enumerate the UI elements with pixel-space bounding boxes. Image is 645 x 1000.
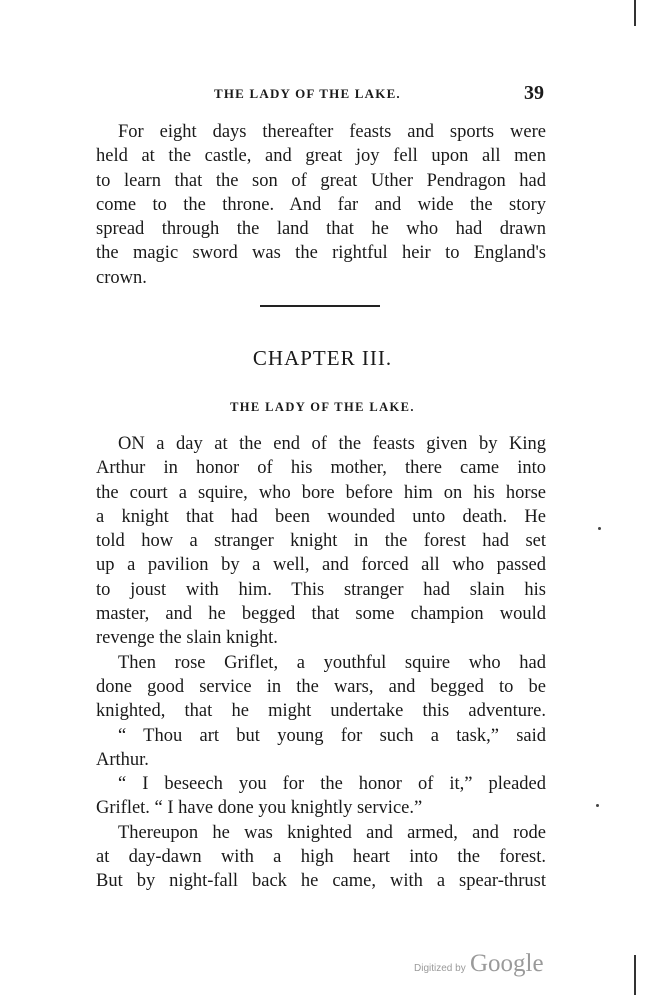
- closing-paragraph: [96, 120, 546, 290]
- text-line: Griflet. “ I have done you knightly service.”: [96, 798, 423, 819]
- digitized-by-google-watermark: [414, 950, 554, 982]
- text-line: at day-dawn with a high heart into the forest.: [96, 847, 546, 868]
- text-line: Arthur.: [96, 749, 149, 770]
- running-head: [96, 82, 546, 106]
- text-line: revenge the slain knight.: [96, 628, 278, 649]
- scan-edge-mark: [634, 955, 636, 995]
- scan-edge-mark: [634, 0, 636, 26]
- watermark-prefix: Digitized by: [414, 963, 466, 974]
- text-line: “ I beseech you for the honor of it,” pleaded: [118, 774, 546, 795]
- text-line: told how a stranger knight in the forest had set: [96, 531, 546, 552]
- chapter-heading: CHAPTER III.: [252, 346, 393, 370]
- scan-speck: [598, 527, 601, 530]
- text-line: Arthur in honor of his mother, there came into: [96, 458, 546, 479]
- chapter-subtitle: THE LADY OF THE LAKE.: [230, 400, 415, 414]
- text-line: But by night-fall back he came, with a spear-thrust: [96, 871, 546, 892]
- text-line: For eight days thereafter feasts and sports were: [118, 122, 546, 142]
- text-line: “ Thou art but young for such a task,” said: [118, 725, 546, 746]
- text-line: Then rose Griflet, a youthful squire who had: [118, 652, 546, 673]
- google-logo: Google: [470, 950, 544, 977]
- text-line: come to the throne. And far and wide the story: [96, 194, 546, 215]
- running-title: THE LADY OF THE LAKE.: [214, 86, 401, 101]
- section-divider-rule: [260, 305, 380, 307]
- text-line: held at the castle, and great joy fell upon all men: [96, 146, 546, 167]
- text-line: to joust with him. This stranger had slain his: [96, 579, 546, 600]
- text-line: crown.: [96, 267, 147, 288]
- page-number: 39: [524, 82, 544, 104]
- scan-speck: [596, 804, 599, 807]
- text-line: the court a squire, who bore before him on his horse: [96, 482, 546, 503]
- text-line: a knight that had been wounded unto death. He: [96, 506, 546, 527]
- text-line: spread through the land that he who had drawn: [96, 219, 546, 240]
- text-line: master, and he begged that some champion would: [96, 604, 546, 625]
- text-line: the magic sword was the rightful heir to England's: [96, 243, 546, 264]
- text-line: to learn that the son of great Uther Pendragon had: [96, 170, 546, 191]
- text-line: Thereupon he was knighted and armed, and rode: [118, 822, 546, 843]
- chapter-body: [96, 432, 546, 894]
- text-line: done good service in the wars, and begged to be: [96, 676, 546, 697]
- text-line: ON a day at the end of the feasts given by King: [118, 434, 546, 454]
- text-line: up a pavilion by a well, and forced all who passed: [96, 555, 546, 576]
- text-line: knighted, that he might undertake this adventure.: [96, 701, 546, 722]
